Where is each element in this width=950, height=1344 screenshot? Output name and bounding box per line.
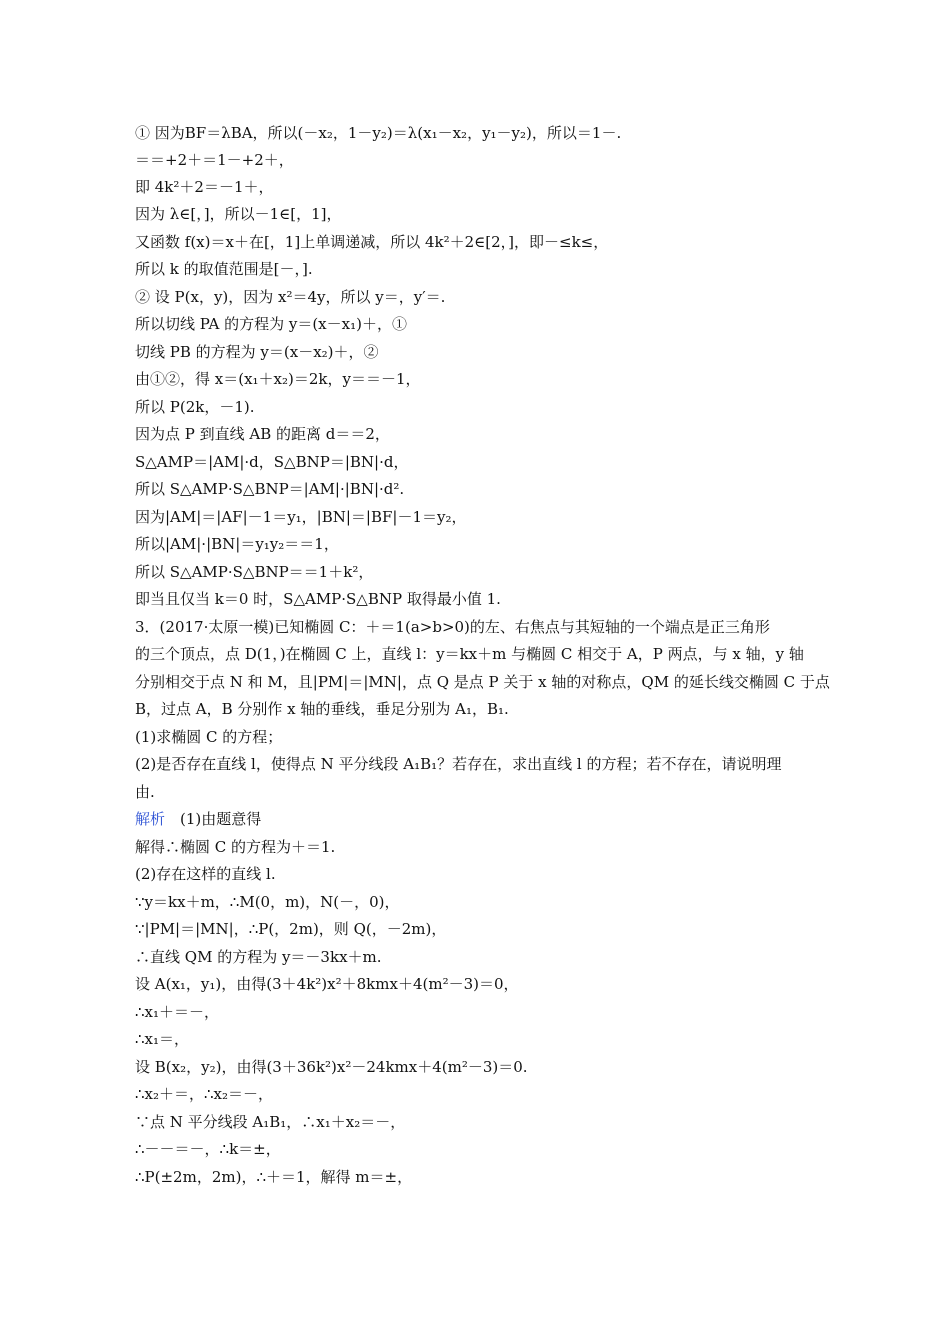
text-line: 又函数 f(x)＝x＋在[，1]上单调递减，所以 4k²＋2∈[2，]，即－≤k≤， [135,233,609,251]
text-line: 解得∴椭圆 C 的方程为＋＝1. [135,838,336,856]
text-line: 所以 S△AMP·S△BNP＝＝1＋k²， [135,563,374,581]
text-line: 所以 k 的取值范围是[－，]. [135,260,313,278]
problem-3-line: 的三个顶点，点 D(1，)在椭圆 C 上，直线 l：y＝kx＋m 与椭圆 C 相交于 A，P 两点，与 x 轴，y 轴 [135,645,804,663]
analysis-text: (1)由题意得 [180,810,262,828]
text-line: ∴P(±2m，2m)，∴＋＝1，解得 m＝±， [135,1168,413,1186]
text-line: 设 B(x₂，y₂)，由得(3＋36k²)x²－24kmx＋4(m²－3)＝0. [135,1058,528,1076]
analysis-label: 解析 [135,810,166,828]
text-line: 即 4k²＋2＝－1＋， [135,178,274,196]
text-line: S△AMP＝|AM|·d，S△BNP＝|BN|·d， [135,453,409,471]
text-line: ∴x₁＋＝－， [135,1003,220,1021]
text-line: ∴－－＝－，∴k＝±， [135,1140,281,1158]
problem-3-part2-end: 由. [135,783,155,801]
text-line: ② 设 P(x，y)，因为 x²＝4y，所以 y＝，y′＝. [135,288,446,306]
text-line: (2)存在这样的直线 l. [135,865,276,883]
problem-3-part2: (2)是否存在直线 l，使得点 N 平分线段 A₁B₁？若存在，求出直线 l 的方程；若不存在，请说明理 [135,755,782,773]
text-line: ∴直线 QM 的方程为 y＝－3kx＋m. [135,948,382,966]
text-line: ∵|PM|＝|MN|，∴P(，2m)，则 Q(，－2m)， [135,920,447,938]
text-line: 所以|AM|·|BN|＝y₁y₂＝＝1， [135,535,339,553]
problem-3-line: 3．(2017·太原一模)已知椭圆 C：＋＝1(a>b>0)的左、右焦点与其短轴的一个端点是正三角形 [135,618,770,636]
text-line: 由①②，得 x＝(x₁＋x₂)＝2k，y＝＝－1， [135,370,421,388]
text-line: ① 因为BF＝λBA，所以(－x₂，1－y₂)＝λ(x₁－x₂，y₁－y₂)，所以＝1－. [135,124,622,142]
text-line: 即当且仅当 k＝0 时，S△AMP·S△BNP 取得最小值 1. [135,590,501,608]
text-line: 设 A(x₁，y₁)，由得(3＋4k²)x²＋8kmx＋4(m²－3)＝0， [135,975,519,993]
text-line: ＝＝+2＋＝1－+2＋， [135,151,294,169]
analysis-line [135,809,835,829]
problem-3-line: B，过点 A，B 分别作 x 轴的垂线，垂足分别为 A₁，B₁. [135,700,509,718]
text-line: ∴x₁＝， [135,1030,190,1048]
text-line: 所以 P(2k，－1). [135,398,255,416]
text-line: 因为 λ∈[，]，所以－1∈[，1]， [135,205,342,223]
text-line: ∵点 N 平分线段 A₁B₁，∴x₁＋x₂＝－， [135,1113,406,1131]
text-line: 所以切线 PA 的方程为 y＝(x－x₁)＋，① [135,315,407,333]
problem-3-line: 分别相交于点 N 和 M，且|PM|＝|MN|，点 Q 是点 P 关于 x 轴的对称点，QM 的延长线交椭圆 C 于点 [135,673,830,691]
problem-3-part1: (1)求椭圆 C 的方程； [135,728,283,746]
text-line: 因为|AM|＝|AF|－1＝y₁，|BN|＝|BF|－1＝y₂， [135,508,467,526]
text-line: 因为点 P 到直线 AB 的距离 d＝＝2， [135,425,390,443]
text-line: ∴x₂＋＝，∴x₂＝－， [135,1085,274,1103]
text-line: 所以 S△AMP·S△BNP＝|AM|·|BN|·d². [135,480,405,498]
text-line: 切线 PB 的方程为 y＝(x－x₂)＋，② [135,343,379,361]
text-line: ∵y＝kx＋m，∴M(0，m)，N(－，0)， [135,893,400,911]
